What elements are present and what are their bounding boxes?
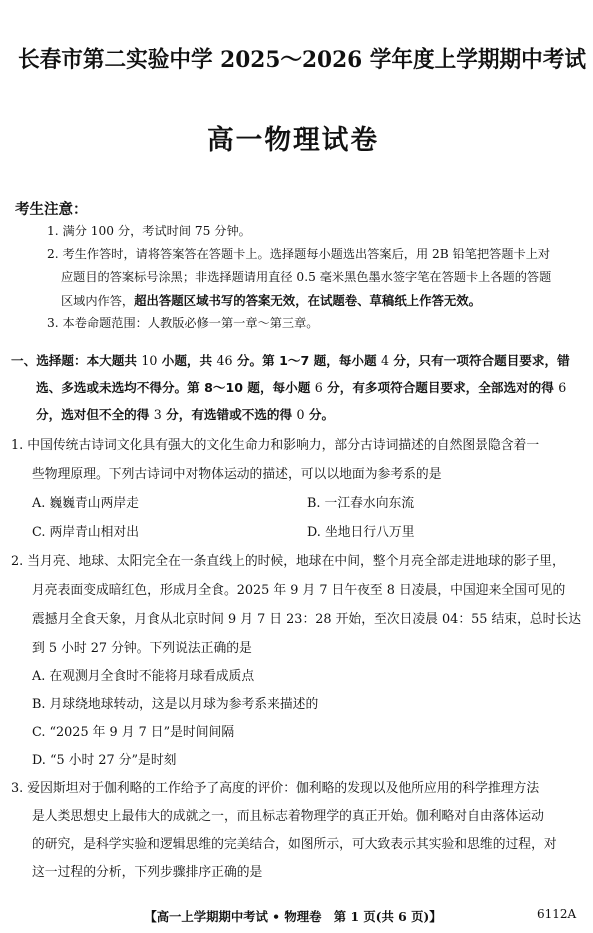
question-1-line-2: 些物理原理。下列古诗词中对物体运动的描述，可以以地面为参考系的是 bbox=[32, 467, 442, 482]
question-2-option-b: B. 月球绕地球转动，这是以月球为参考系来描述的 bbox=[32, 697, 319, 712]
sec1-score: 6 bbox=[314, 380, 323, 395]
notice-item-3: 3. 本卷命题范围：人教版必修一第一章～第三章。 bbox=[47, 316, 319, 330]
sec1-text: 小题，共 bbox=[157, 353, 217, 368]
notice-item-2-line-3-plain: 区域内作答， bbox=[61, 294, 135, 308]
sec1-score: 3 bbox=[153, 407, 162, 422]
notice-item-2-line-3-bold: 超出答题区域书写的答案无效，在试题卷、草稿纸上作答无效。 bbox=[134, 293, 482, 308]
question-3-line-2: 是人类思想史上最伟大的成就之一，而且标志着物理学的真正开始。伽利略对自由落体运动 bbox=[32, 809, 544, 824]
paper-title: 高一物理试卷 bbox=[207, 125, 379, 156]
sec1-total: 46 bbox=[216, 353, 233, 368]
question-2-option-c: C. “2025 年 9 月 7 日”是时间间隔 bbox=[32, 725, 235, 740]
section-1-line-2 bbox=[36, 377, 566, 396]
section-1-line-1 bbox=[11, 350, 570, 369]
sec1-text: 一、选择题：本大题共 bbox=[11, 353, 142, 368]
sec1-text: 分，有选错或不选的得 bbox=[161, 407, 297, 422]
question-2-line-4: 到 5 小时 27 分钟。下列说法正确的是 bbox=[32, 641, 252, 656]
notice-item-2-line-2: 应题目的答案标号涂黑；非选择题请用直径 0.5 毫米黑色墨水签字笔在答题卡上各题的答题 bbox=[61, 270, 552, 284]
page-footer: 【高一上学期期中考试 • 物理卷 第 1 页(共 6 页)】 bbox=[144, 909, 442, 924]
notice-item-2-line-3 bbox=[61, 291, 481, 309]
sec1-text: 分，选对但不全的得 bbox=[36, 407, 154, 422]
question-1-option-d: D. 坐地日行八万里 bbox=[307, 525, 415, 540]
question-3-line-1: 3. 爱因斯坦对于伽利略的工作给予了高度的评价：伽利略的发现以及他所应用的科学推理方法 bbox=[11, 781, 540, 796]
notice-item-2-line-1: 2. 考生作答时，请将答案答在答题卡上。选择题每小题选出答案后，用 2B 铅笔把答题卡上对 bbox=[47, 247, 551, 261]
sec1-text: 分。 bbox=[304, 407, 335, 422]
sec1-text: 分，有多项符合题目要求，全部选对的得 bbox=[322, 380, 559, 395]
section-1-line-3 bbox=[36, 404, 334, 423]
question-1-option-c: C. 两岸青山相对出 bbox=[32, 525, 140, 540]
question-2-option-d: D. “5 小时 27 分”是时刻 bbox=[32, 753, 177, 768]
sec1-text: 分，只有一项符合题目要求，错 bbox=[388, 353, 570, 368]
question-2-line-2: 月亮表面变成暗红色，形成月全食。2025 年 9 月 7 日午夜至 8 日凌晨，中国迎来全国可见的 bbox=[32, 583, 566, 598]
sec1-score: 6 bbox=[558, 380, 567, 395]
paper-code: 6112A bbox=[537, 907, 577, 921]
notice-item-1: 1. 满分 100 分，考试时间 75 分钟。 bbox=[47, 224, 251, 238]
question-2-line-3: 震撼月全食天象，月食从北京时间 9 月 7 日 23：28 开始，至次日凌晨 04：55 结束，总时长达 bbox=[32, 612, 582, 627]
sec1-text: 选、多选或未选均不得分。第 8～10 题，每小题 bbox=[36, 380, 315, 395]
sec1-score: 4 bbox=[380, 353, 389, 368]
question-1-line-1: 1. 中国传统古诗词文化具有强大的文化生命力和影响力，部分古诗词描述的自然图景隐含着一 bbox=[11, 438, 540, 453]
question-1-option-b: B. 一江春水向东流 bbox=[307, 496, 415, 511]
school-exam-title: 长春市第二实验中学 2025～2026 学年度上学期期中考试 bbox=[18, 47, 586, 73]
sec1-text: 分。第 1～7 题，每小题 bbox=[232, 353, 381, 368]
question-2-option-a: A. 在观测月全食时不能将月球看成质点 bbox=[32, 669, 255, 684]
sec1-score: 0 bbox=[296, 407, 305, 422]
notice-heading: 考生注意： bbox=[15, 201, 88, 218]
question-1-option-a: A. 巍巍青山两岸走 bbox=[32, 496, 139, 511]
sec1-count: 10 bbox=[141, 353, 158, 368]
question-3-line-4: 这一过程的分析，下列步骤排序正确的是 bbox=[32, 865, 263, 880]
question-2-line-1: 2. 当月亮、地球、太阳完全在一条直线上的时候，地球在中间，整个月亮全部走进地球的影子里， bbox=[11, 554, 565, 569]
question-3-line-3: 的研究，是科学实验和逻辑思维的完美结合，如图所示，可大致表示其实验和思维的过程，对 bbox=[32, 837, 557, 852]
